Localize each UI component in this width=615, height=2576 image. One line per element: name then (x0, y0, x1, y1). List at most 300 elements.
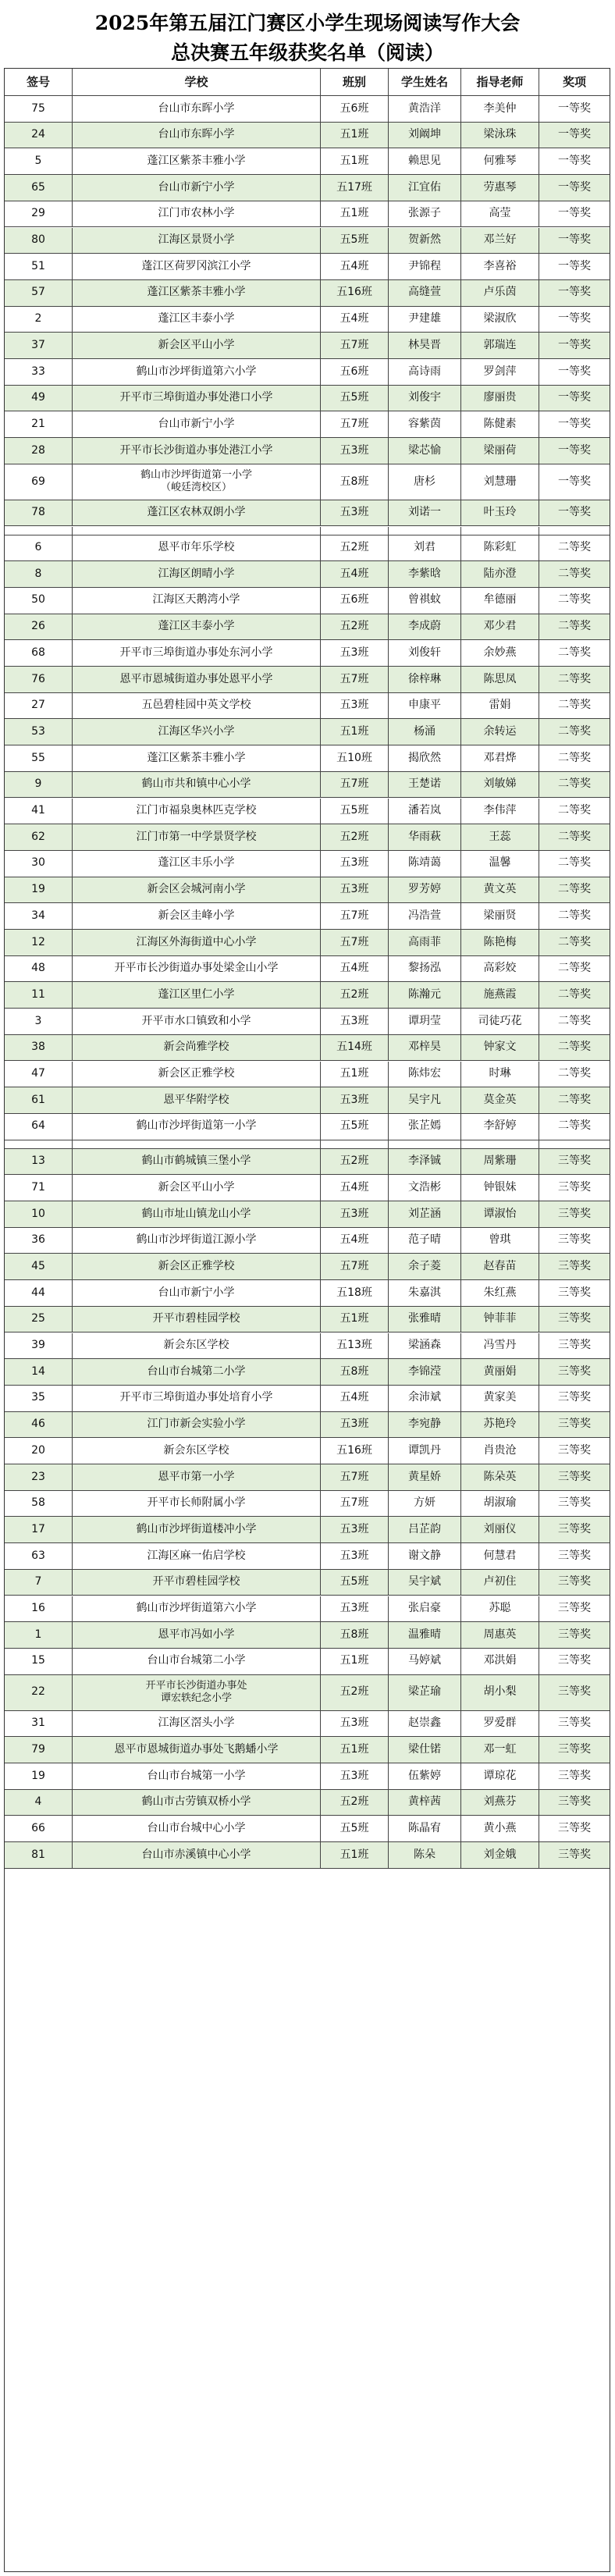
sign-number-cell: 12 (5, 930, 73, 955)
table-row (5, 254, 610, 280)
class-cell: 五3班 (321, 877, 389, 903)
sign-number-cell: 9 (5, 772, 73, 798)
school-cell: 江海区滘头小学 (73, 1711, 321, 1737)
award-cell: 二等奖 (558, 672, 591, 685)
table-row (5, 175, 610, 201)
class-cell: 五1班 (321, 1842, 389, 1868)
school-cell: 江海区景贤小学 (73, 228, 321, 254)
sign-number-cell: 30 (5, 851, 73, 877)
table-row (5, 1412, 610, 1439)
school-cell (73, 527, 321, 535)
teacher-cell: 高莹 (461, 201, 539, 227)
award-cell: 三等奖 (558, 1180, 591, 1194)
student-name-cell: 刘诺一 (389, 500, 461, 526)
sign-number-cell (5, 1140, 73, 1148)
sign-number-cell: 39 (5, 1333, 73, 1359)
award-cell: 一等奖 (558, 286, 591, 299)
class-cell: 五4班 (321, 561, 389, 587)
table-row (5, 824, 610, 851)
teacher-cell: 施燕霞 (461, 982, 539, 1008)
teacher-cell: 钟菲菲 (461, 1307, 539, 1332)
sign-number-cell: 48 (5, 956, 73, 982)
student-name-cell: 揭欣然 (389, 745, 461, 771)
award-cell: 三等奖 (558, 1233, 591, 1247)
teacher-cell: 刘敏娣 (461, 772, 539, 798)
teacher-cell: 邓一虹 (461, 1737, 539, 1763)
teacher-cell: 邓君烨 (461, 745, 539, 771)
class-cell: 五7班 (321, 411, 389, 437)
award-cell: 三等奖 (558, 1286, 591, 1299)
teacher-cell: 何雅琴 (461, 148, 539, 174)
class-cell: 五7班 (321, 930, 389, 955)
table-row (5, 719, 610, 745)
teacher-cell: 钟家文 (461, 1035, 539, 1061)
table-row (5, 956, 610, 983)
sign-number-cell: 25 (5, 1307, 73, 1332)
teacher-cell: 罗剑萍 (461, 359, 539, 385)
table-row (5, 411, 610, 438)
award-cell: 一等奖 (558, 506, 591, 519)
sign-number-cell: 55 (5, 745, 73, 771)
award-cell: 二等奖 (558, 804, 591, 817)
table-row (5, 745, 610, 772)
class-cell: 五3班 (321, 1517, 389, 1542)
table-row (5, 1280, 610, 1307)
sign-number-cell: 24 (5, 123, 73, 148)
table-row (5, 1649, 610, 1675)
school-cell: 蓬江区紫茶丰雅小学 (73, 280, 321, 306)
award-cell: 三等奖 (558, 1742, 591, 1756)
table-row (5, 772, 610, 799)
table-row (5, 280, 610, 307)
sign-number-cell: 57 (5, 280, 73, 306)
class-cell: 五3班 (321, 500, 389, 526)
award-cell: 二等奖 (558, 541, 591, 554)
school-cell: 恩平华附学校 (73, 1087, 321, 1113)
table-row (5, 1464, 610, 1491)
sign-number-cell: 8 (5, 561, 73, 587)
class-cell: 五5班 (321, 228, 389, 254)
class-cell: 五1班 (321, 1737, 389, 1763)
table-row (5, 982, 610, 1009)
school-cell: 蓬江区紫茶丰雅小学 (73, 148, 321, 174)
school-cell: 新会区正雅学校 (73, 1254, 321, 1279)
school-cell: 台山市东晖小学 (73, 123, 321, 148)
sign-number-cell: 22 (5, 1675, 73, 1710)
teacher-cell: 廖丽贵 (461, 386, 539, 411)
class-cell: 五1班 (321, 1062, 389, 1087)
student-name-cell: 黄浩洋 (389, 96, 461, 122)
student-name-cell: 李宛静 (389, 1412, 461, 1438)
class-cell: 五16班 (321, 280, 389, 306)
table-row (5, 148, 610, 175)
award-cell: 三等奖 (558, 1312, 591, 1325)
school-cell: 蓬江区紫茶丰雅小学 (73, 745, 321, 771)
student-name-cell: 吴宇凡 (389, 1087, 461, 1113)
award-cell: 三等奖 (558, 1364, 591, 1378)
table-row (5, 588, 610, 614)
award-cell: 一等奖 (558, 338, 591, 351)
class-cell: 五6班 (321, 96, 389, 122)
class-cell: 五8班 (321, 464, 389, 500)
table-row (5, 1763, 610, 1790)
class-cell: 五5班 (321, 1570, 389, 1596)
student-name-cell: 罗芳婷 (389, 877, 461, 903)
award-cell: 二等奖 (558, 567, 591, 580)
section-divider-row (5, 1140, 610, 1149)
class-cell: 五14班 (321, 1035, 389, 1061)
student-name-cell (389, 1140, 461, 1148)
student-name-cell: 刘芷涵 (389, 1201, 461, 1227)
student-name-cell: 尹建雄 (389, 307, 461, 333)
teacher-cell: 温馨 (461, 851, 539, 877)
column-header: 学生姓名 (389, 69, 461, 95)
award-cell: 二等奖 (558, 620, 591, 633)
student-name-cell: 梁芯愉 (389, 438, 461, 464)
teacher-cell: 陈艳梅 (461, 930, 539, 955)
sign-number-cell: 19 (5, 877, 73, 903)
class-cell: 五2班 (321, 535, 389, 561)
teacher-cell: 刘燕芬 (461, 1790, 539, 1816)
table-row (5, 930, 610, 956)
class-cell: 五4班 (321, 254, 389, 279)
teacher-cell: 陆亦澄 (461, 561, 539, 587)
teacher-cell: 雷娟 (461, 693, 539, 719)
school-cell: 鹤山市沙坪街道楼冲小学 (73, 1517, 321, 1542)
sign-number-cell: 66 (5, 1816, 73, 1841)
award-cell: 三等奖 (558, 1522, 591, 1535)
school-cell: 开平市长沙街道办事处港江小学 (73, 438, 321, 464)
teacher-cell: 黄丽娟 (461, 1359, 539, 1385)
award-cell: 二等奖 (558, 1067, 591, 1080)
table-row (5, 903, 610, 930)
sign-number-cell: 27 (5, 693, 73, 719)
table-row (5, 1622, 610, 1649)
school-cell: 鹤山市沙坪街道第一小学 （峻廷湾校区） (73, 464, 321, 500)
award-cell: 三等奖 (558, 1654, 591, 1667)
class-cell: 五3班 (321, 851, 389, 877)
student-name-cell: 谭凯丹 (389, 1438, 461, 1464)
student-name-cell: 马婷斌 (389, 1649, 461, 1674)
table-row (5, 1491, 610, 1517)
sign-number-cell: 19 (5, 1763, 73, 1789)
table-row (5, 1175, 610, 1201)
student-name-cell: 余沛斌 (389, 1386, 461, 1411)
student-name-cell: 陈靖蔼 (389, 851, 461, 877)
table-row (5, 386, 610, 412)
teacher-cell: 黄家美 (461, 1386, 539, 1411)
sign-number-cell: 65 (5, 175, 73, 201)
student-name-cell: 刘俊宇 (389, 386, 461, 411)
table-row (5, 1201, 610, 1228)
table-row (5, 1675, 610, 1711)
student-name-cell (389, 527, 461, 535)
award-cell: 一等奖 (558, 101, 591, 115)
sign-number-cell: 36 (5, 1228, 73, 1254)
school-cell: 开平市三埠街道办事处培育小学 (73, 1386, 321, 1411)
school-cell: 蓬江区农林双朗小学 (73, 500, 321, 526)
school-cell: 台山市新宁小学 (73, 1280, 321, 1306)
class-cell: 五1班 (321, 148, 389, 174)
class-cell: 五1班 (321, 1649, 389, 1674)
student-name-cell: 梁芷瑜 (389, 1675, 461, 1710)
award-cell: 三等奖 (558, 1628, 591, 1641)
sign-number-cell: 69 (5, 464, 73, 500)
table-row (5, 359, 610, 386)
teacher-cell: 梁丽荷 (461, 438, 539, 464)
table-row (5, 333, 610, 359)
class-cell: 五1班 (321, 123, 389, 148)
student-name-cell: 尹锦程 (389, 254, 461, 279)
sign-number-cell: 45 (5, 1254, 73, 1279)
school-cell: 新会区正雅学校 (73, 1062, 321, 1087)
table-row (5, 1149, 610, 1176)
teacher-cell: 黄小燕 (461, 1816, 539, 1841)
school-cell: 新会区平山小学 (73, 333, 321, 358)
award-cell: 一等奖 (558, 443, 591, 457)
student-name-cell: 林昊晋 (389, 333, 461, 358)
sign-number-cell: 29 (5, 201, 73, 227)
sign-number-cell: 4 (5, 1790, 73, 1816)
school-cell: 恩平市第一小学 (73, 1464, 321, 1490)
table-row (5, 799, 610, 825)
award-cell: 三等奖 (558, 1848, 591, 1861)
teacher-cell: 时琳 (461, 1062, 539, 1087)
teacher-cell: 谭琼花 (461, 1763, 539, 1789)
school-cell: 江海区天鹅湾小学 (73, 588, 321, 614)
student-name-cell: 高缝萱 (389, 280, 461, 306)
award-cell: 三等奖 (558, 1795, 591, 1809)
school-cell: 鹤山市共和镇中心小学 (73, 772, 321, 798)
school-cell: 新会区平山小学 (73, 1175, 321, 1201)
sign-number-cell: 50 (5, 588, 73, 614)
school-cell: 鹤山市址山镇龙山小学 (73, 1201, 321, 1227)
student-name-cell: 吴宇斌 (389, 1570, 461, 1596)
award-cell: 一等奖 (558, 207, 591, 220)
class-cell: 五4班 (321, 1386, 389, 1411)
class-cell: 五18班 (321, 1280, 389, 1306)
teacher-cell (461, 1140, 539, 1148)
award-cell: 一等奖 (558, 180, 591, 194)
student-name-cell: 赖思见 (389, 148, 461, 174)
student-name-cell: 王楚诺 (389, 772, 461, 798)
table-row (5, 1087, 610, 1114)
school-cell: 开平市长沙街道办事处梁金山小学 (73, 956, 321, 982)
student-name-cell: 唐杉 (389, 464, 461, 500)
award-cell: 二等奖 (558, 646, 591, 659)
award-cell: 二等奖 (558, 935, 591, 948)
school-cell: 开平市长沙街道办事处 谭宏轶纪念小学 (73, 1675, 321, 1710)
school-cell: 蓬江区丰乐小学 (73, 851, 321, 877)
award-cell: 二等奖 (558, 856, 591, 870)
award-cell: 二等奖 (558, 593, 591, 607)
class-cell: 五17班 (321, 175, 389, 201)
teacher-cell: 郭瑞连 (461, 333, 539, 358)
award-cell: 一等奖 (558, 259, 591, 272)
award-cell: 三等奖 (558, 1717, 591, 1730)
award-cell: 三等奖 (558, 1575, 591, 1589)
sign-number-cell: 34 (5, 903, 73, 929)
school-cell: 蓬江区里仁小学 (73, 982, 321, 1008)
teacher-cell: 苏聪 (461, 1596, 539, 1622)
student-name-cell: 张芷嫣 (389, 1114, 461, 1140)
teacher-cell: 肖贵沧 (461, 1438, 539, 1464)
award-cell: 三等奖 (558, 1496, 591, 1510)
teacher-cell: 胡小梨 (461, 1675, 539, 1710)
award-cell: 三等奖 (558, 1418, 591, 1431)
award-cell: 三等奖 (558, 1443, 591, 1457)
sign-number-cell: 33 (5, 359, 73, 385)
class-cell: 五2班 (321, 982, 389, 1008)
school-cell: 蓬江区丰泰小学 (73, 614, 321, 640)
table-row (5, 1543, 610, 1570)
class-cell: 五4班 (321, 956, 389, 982)
sign-number-cell: 13 (5, 1149, 73, 1175)
class-cell: 五13班 (321, 1333, 389, 1359)
student-name-cell: 谭玥莹 (389, 1009, 461, 1034)
school-cell: 蓬江区丰泰小学 (73, 307, 321, 333)
document-title: 2025年第五届江门赛区小学生现场阅读写作大会 (94, 12, 521, 34)
student-name-cell: 吕芷韵 (389, 1517, 461, 1542)
teacher-cell: 莫金英 (461, 1087, 539, 1113)
teacher-cell: 司徒巧花 (461, 1009, 539, 1034)
sign-number-cell: 80 (5, 228, 73, 254)
class-cell: 五3班 (321, 1711, 389, 1737)
table-row (5, 1228, 610, 1254)
school-cell: 开平市三埠街道办事处港口小学 (73, 386, 321, 411)
table-row (5, 1254, 610, 1280)
award-cell (539, 1140, 610, 1148)
sign-number-cell: 10 (5, 1201, 73, 1227)
table-row (5, 123, 610, 149)
school-cell: 鹤山市沙坪街道第六小学 (73, 1596, 321, 1622)
school-cell: 台山市赤溪镇中心小学 (73, 1842, 321, 1868)
sign-number-cell: 28 (5, 438, 73, 464)
student-name-cell: 李锦滢 (389, 1359, 461, 1385)
teacher-cell: 劳惠琴 (461, 175, 539, 201)
student-name-cell: 容紫茵 (389, 411, 461, 437)
teacher-cell: 李美仲 (461, 96, 539, 122)
teacher-cell: 李舒婷 (461, 1114, 539, 1140)
student-name-cell: 黄星娇 (389, 1464, 461, 1490)
student-name-cell: 邓梓昊 (389, 1035, 461, 1061)
teacher-cell: 卢初住 (461, 1570, 539, 1596)
student-name-cell: 刘阚坤 (389, 123, 461, 148)
school-cell: 江门市农林小学 (73, 201, 321, 227)
student-name-cell: 高雨菲 (389, 930, 461, 955)
class-cell: 五10班 (321, 745, 389, 771)
award-cell: 二等奖 (558, 699, 591, 712)
teacher-cell: 梁淑欣 (461, 307, 539, 333)
sign-number-cell: 63 (5, 1543, 73, 1569)
student-name-cell: 文浩彬 (389, 1175, 461, 1201)
table-row (5, 535, 610, 562)
school-cell: 台山市台城第一小学 (73, 1763, 321, 1789)
sign-number-cell: 21 (5, 411, 73, 437)
teacher-cell: 梁丽贤 (461, 903, 539, 929)
class-cell: 五1班 (321, 201, 389, 227)
class-cell: 五5班 (321, 1114, 389, 1140)
table-row (5, 1711, 610, 1738)
school-cell: 开平市长师附属小学 (73, 1491, 321, 1517)
table-row (5, 667, 610, 693)
award-cell: 三等奖 (558, 1602, 591, 1615)
student-name-cell: 高诗雨 (389, 359, 461, 385)
sign-number-cell: 47 (5, 1062, 73, 1087)
teacher-cell: 刘金娥 (461, 1842, 539, 1868)
school-cell: 江门市福泉奥林匹克学校 (73, 799, 321, 824)
class-cell: 五7班 (321, 333, 389, 358)
sign-number-cell: 14 (5, 1359, 73, 1385)
sign-number-cell: 3 (5, 1009, 73, 1034)
student-name-cell: 陈炜宏 (389, 1062, 461, 1087)
award-cell: 三等奖 (558, 1470, 591, 1483)
teacher-cell: 余妙燕 (461, 640, 539, 666)
student-name-cell: 张雅晴 (389, 1307, 461, 1332)
table-row (5, 614, 610, 641)
sign-number-cell: 20 (5, 1438, 73, 1464)
award-cell: 二等奖 (558, 1119, 591, 1133)
sign-number-cell: 58 (5, 1491, 73, 1517)
award-cell: 一等奖 (558, 233, 591, 247)
class-cell: 五3班 (321, 1596, 389, 1622)
student-name-cell: 申康平 (389, 693, 461, 719)
student-name-cell: 陈朵 (389, 1842, 461, 1868)
teacher-cell: 叶玉玲 (461, 500, 539, 526)
sign-number-cell: 15 (5, 1649, 73, 1674)
student-name-cell: 赵崇鑫 (389, 1711, 461, 1737)
sign-number-cell: 37 (5, 333, 73, 358)
award-cell: 二等奖 (558, 1093, 591, 1106)
column-header: 奖项 (562, 74, 586, 89)
table-row (5, 500, 610, 527)
class-cell: 五7班 (321, 1491, 389, 1517)
student-name-cell: 刘俊轩 (389, 640, 461, 666)
student-name-cell: 张源子 (389, 201, 461, 227)
teacher-cell: 高彩姣 (461, 956, 539, 982)
sign-number-cell: 11 (5, 982, 73, 1008)
school-cell: 鹤山市沙坪街道第一小学 (73, 1114, 321, 1140)
school-cell: 开平市水口镇致和小学 (73, 1009, 321, 1034)
award-cell: 一等奖 (558, 312, 591, 326)
award-cell: 一等奖 (558, 475, 591, 488)
table-row (5, 1359, 610, 1386)
student-name-cell: 华雨萩 (389, 824, 461, 850)
student-name-cell: 朱嘉淇 (389, 1280, 461, 1306)
sign-number-cell: 26 (5, 614, 73, 640)
class-cell: 五8班 (321, 1359, 389, 1385)
award-cell: 三等奖 (558, 1821, 591, 1834)
class-cell: 五2班 (321, 824, 389, 850)
student-name-cell: 李泽铖 (389, 1149, 461, 1175)
class-cell: 五2班 (321, 1149, 389, 1175)
sign-number-cell: 68 (5, 640, 73, 666)
sign-number-cell: 79 (5, 1737, 73, 1763)
teacher-cell (461, 527, 539, 535)
student-name-cell: 李紫晗 (389, 561, 461, 587)
teacher-cell: 何慧君 (461, 1543, 539, 1569)
sign-number-cell: 16 (5, 1596, 73, 1622)
teacher-cell: 周紫珊 (461, 1149, 539, 1175)
school-cell: 新会尚雅学校 (73, 1035, 321, 1061)
school-cell: 台山市新宁小学 (73, 411, 321, 437)
class-cell: 五3班 (321, 1201, 389, 1227)
student-name-cell: 刘君 (389, 535, 461, 561)
class-cell: 五3班 (321, 1543, 389, 1569)
sign-number-cell: 5 (5, 148, 73, 174)
student-name-cell: 曾祺蚊 (389, 588, 461, 614)
school-cell: 新会东区学校 (73, 1438, 321, 1464)
